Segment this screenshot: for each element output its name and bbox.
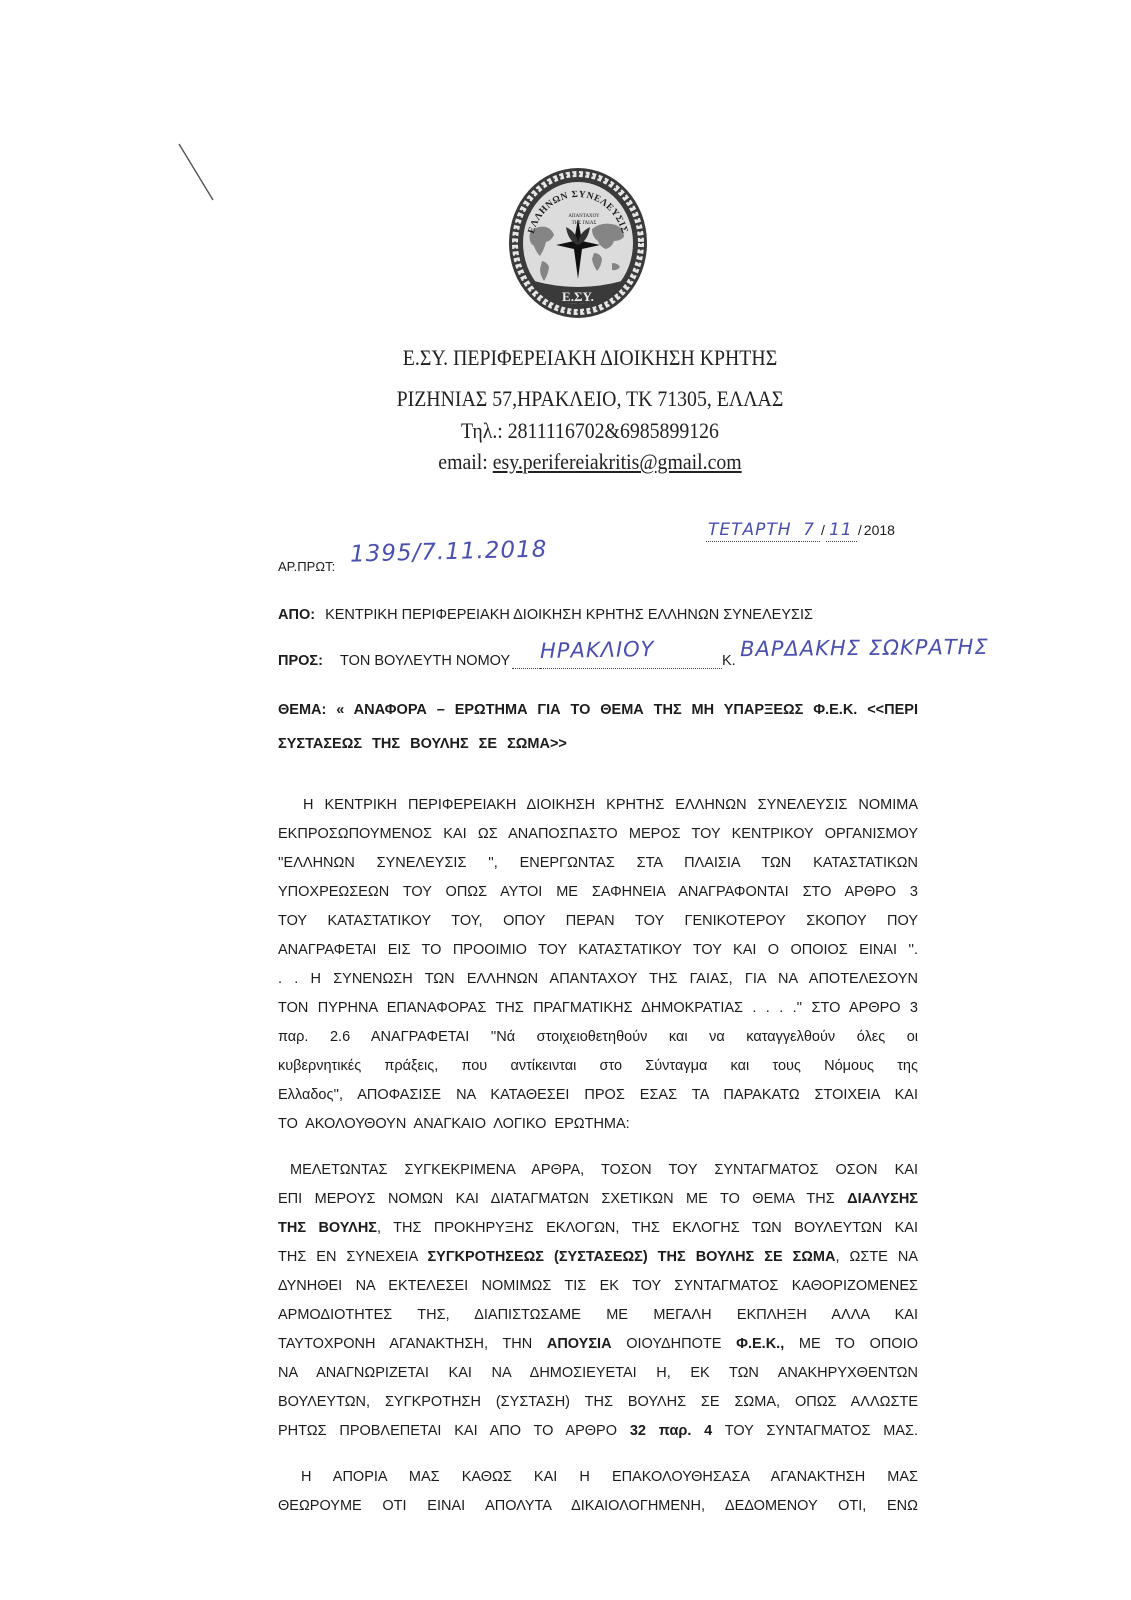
body-line [278, 936, 918, 965]
bold-text: ΤΗΣ ΒΟΥΛΗΣ [278, 1220, 377, 1236]
text-segment: ΘΕΩΡΟΥΜΕ ΟΤΙ ΕΙΝΑΙ ΑΠΟΛΥΤΑ ΔΙΚΑΙΟΛΟΓΗΜΕΝΗ, ΔΕΔΟΜΕΝΟΥ ΟΤΙ, ΕΝΩ [278, 1498, 918, 1514]
body-line [278, 1081, 918, 1110]
phone-label: Τηλ.: [461, 418, 503, 443]
prefecture-handwritten: ΗΡΑΚΛΙΟΥ [539, 637, 655, 663]
text-segment: ΤΟΥ ΣΥΝΤΑΓΜΑΤΟΣ ΜΑΣ. [712, 1423, 918, 1439]
email-label: email: [438, 449, 488, 474]
phone-numbers: 2811116702&6985899126 [507, 418, 719, 443]
subject-label: ΘΕΜΑ: [278, 702, 327, 718]
text-segment: ΤΟΥ ΚΑΤΑΣΤΑΤΙΚΟΥ ΤΟΥ, ΟΠΟΥ ΠΕΡΑΝ ΤΟΥ ΓΕΝΙΚΟΤΕΡΟΥ ΣΚΟΠΟΥ ΠΟΥ [278, 913, 918, 929]
seal-inner-text-1: ΑΠΑΝΤΑΧΟΥ [568, 214, 600, 219]
text-segment: Η ΚΕΝΤΡΙΚΗ ΠΕΡΙΦΕΡΕΙΑΚΗ ΔΙΟΙΚΗΣΗ ΚΡΗΤΗΣ ΕΛΛΗΝΩΝ ΣΥΝΕΛΕΥΣΙΣ ΝΟΜΙΜΑ [303, 797, 918, 813]
text-segment: . . Η ΣΥΝΕΝΩΣΗ ΤΩΝ ΕΛΛΗΝΩΝ ΑΠΑΝΤΑΧΟΥ ΤΗΣ ΓΑΙΑΣ, ΓΙΑ ΝΑ ΑΠΟΤΕΛΕΣΟΥΝ [278, 971, 918, 987]
text-segment: ΕΠΙ ΜΕΡΟΥΣ ΝΟΜΩΝ ΚΑΙ ΔΙΑΤΑΓΜΑΤΩΝ ΣΧΕΤΙΚΩΝ ΜΕ ΤΟ ΘΕΜΑ ΤΗΣ [278, 1191, 848, 1207]
body-line [278, 1492, 918, 1521]
body-line [278, 1110, 918, 1139]
body-line [278, 1243, 918, 1272]
body-line [278, 1388, 918, 1417]
protocol-label: ΑΡ.ΠΡΩΤ: [278, 559, 336, 574]
body-text [278, 791, 918, 1538]
text-segment: ΑΡΜΟΔΙΟΤΗΤΕΣ ΤΗΣ, ΔΙΑΠΙΣΤΩΣΑΜΕ ΜΕ ΜΕΓΑΛΗ ΕΚΠΛΗΞΗ ΑΛΛΑ ΚΑΙ [278, 1307, 918, 1323]
text-segment: ΡΗΤΩΣ ΠΡΟΒΛΕΠΕΤΑΙ ΚΑΙ ΑΠΟ ΤΟ ΑΡΘΡΟ [278, 1423, 630, 1439]
organization-seal [508, 167, 648, 319]
dotted-fill [540, 668, 722, 669]
body-line [278, 820, 918, 849]
from-label: ΑΠΟ: [278, 607, 316, 623]
text-segment: ΤΟΝ ΠΥΡΗΝΑ ΕΠΑΝΑΦΟΡΑΣ ΤΗΣ ΠΡΑΓΜΑΤΙΚΗΣ ΔΗΜΟΚΡΑΤΙΑΣ . . . .'' ΣΤΟ ΑΡΘΡΟ 3 [278, 1000, 918, 1016]
text-segment: ΤΗΣ ΕΝ ΣΥΝΕΧΕΙΑ [278, 1249, 428, 1265]
bold-text: ΣΥΓΚΡΟΤΗΣΕΩΣ (ΣΥΣΤΑΣΕΩΣ) ΤΗΣ ΒΟΥΛΗΣ ΣΕ ΣΩΜΑ [427, 1249, 836, 1265]
text-segment: ΤΑΥΤΟΧΡΟΝΗ ΑΓΑΝΑΚΤΗΣΗ, ΤΗΝ [278, 1336, 547, 1352]
body-line [278, 1052, 918, 1081]
protocol-number-handwritten: 1395/7.11.2018 [349, 536, 548, 568]
letterhead-address: ΡΙΖΗΝΙΑΣ 57,ΗΡΑΚΛΕΙΟ, ΤΚ 71305, ΕΛΛΑΣ [396, 386, 784, 411]
email-address: esy.perifereiakritis@gmail.com [492, 449, 742, 474]
body-line [278, 1185, 918, 1214]
text-segment: ΝΑ ΑΝΑΓΝΩΡΙΖΕΤΑΙ ΚΑΙ ΝΑ ΔΗΜΟΣΙΕΥΕΤΑΙ Η, ΕΚ ΤΩΝ ΑΝΑΚΗΡΥΧΘΕΝΤΩΝ [278, 1365, 918, 1381]
document-date [706, 520, 896, 542]
letterhead-phone [329, 416, 851, 446]
text-segment: ΒΟΥΛΕΥΤΩΝ, ΣΥΓΚΡΟΤΗΣΗ (ΣΥΣΤΑΣΗ) ΤΗΣ ΒΟΥΛΗΣ ΣΕ ΣΩΜΑ, ΟΠΩΣ ΑΛΛΩΣΤΕ [278, 1394, 918, 1410]
from-text: ΚΕΝΤΡΙΚΗ ΠΕΡΙΦΕΡΕΙΑΚΗ ΔΙΟΙΚΗΣΗ ΚΡΗΤΗΣ ΕΛΛΗΝΩΝ ΣΥΝΕΛΕΥΣΙΣ [325, 607, 813, 623]
date-day-handwritten: 7 [799, 520, 820, 542]
bold-text: ΔΙΑΛΥΣΗΣ [847, 1191, 918, 1207]
body-paragraph [278, 1156, 918, 1446]
bold-text: Φ.Ε.Κ., [736, 1336, 785, 1352]
body-line [278, 1301, 918, 1330]
text-segment: κυβερνητικές πράξεις, που αντίκεινται στο Σύνταγμα και τους Νόμους της [278, 1058, 918, 1074]
body-line [278, 1214, 918, 1243]
text-segment: ΔΥΝΗΘΕΙ ΝΑ ΕΚΤΕΛΕΣΕΙ ΝΟΜΙΜΩΣ ΤΙΣ ΕΚ ΤΟΥ ΣΥΝΤΑΓΜΑΤΟΣ ΚΑΘΟΡΙΖΟΜΕΝΕΣ [278, 1278, 918, 1294]
body-paragraph [278, 791, 918, 1139]
seal-inner-text-2: ΤΗΣ ΓΑΙΑΣ [571, 221, 597, 226]
subject-line-2: ΣΥΣΤΑΣΕΩΣ ΤΗΣ ΒΟΥΛΗΣ ΣΕ ΣΩΜΑ>> [278, 736, 567, 752]
body-line [278, 791, 918, 820]
text-segment: ΜΕΛΕΤΩΝΤΑΣ ΣΥΓΚΕΚΡΙΜΕΝΑ ΑΡΘΡΑ, ΤΟΣΟΝ ΤΟΥ ΣΥΝΤΑΓΜΑΤΟΣ ΟΣΟΝ ΚΑΙ [290, 1162, 918, 1178]
body-line [278, 849, 918, 878]
body-line [278, 907, 918, 936]
body-line [278, 994, 918, 1023]
text-segment: , ΤΗΣ ΠΡΟΚΗΡΥΞΗΣ ΕΚΛΟΓΩΝ, ΤΗΣ ΕΚΛΟΓΗΣ ΤΩΝ ΒΟΥΛΕΥΤΩΝ ΚΑΙ [377, 1220, 918, 1236]
date-year: 2018 [863, 522, 895, 538]
body-line [278, 1272, 918, 1301]
text-segment: ΤΟ ΑΚΟΛΟΥΘΟΥΝ ΑΝΑΓΚΑΙΟ ΛΟΓΙΚΟ ΕΡΩΤΗΜΑ: [278, 1116, 630, 1132]
from-line [278, 603, 813, 627]
date-weekday-handwritten: ΤΕΤΑΡΤΗ [706, 520, 799, 542]
dotted-fill [512, 668, 540, 669]
recipient-name-handwritten: ΒΑΡΔΑΚΗΣ ΣΩΚΡΑΤΗΣ [739, 634, 989, 662]
date-separator: / [857, 522, 862, 538]
subject-block [278, 693, 918, 761]
text-segment: ΜΕ ΤΟ ΟΠΟΙΟ [784, 1336, 918, 1352]
text-segment: , ΩΣΤΕ ΝΑ [835, 1249, 918, 1265]
bold-text: ΑΠΟΥΣΙΑ [546, 1336, 612, 1352]
subject-text-1: « ΑΝΑΦΟΡΑ – ΕΡΩΤΗΜΑ ΓΙΑ ΤΟ ΘΕΜΑ ΤΗΣ ΜΗ ΥΠΑΡΞΕΩΣ Φ.Ε.Κ. <<ΠΕΡΙ [336, 702, 918, 718]
text-segment: Ελλαδος'', ΑΠΟΦΑΣΙΣΕ ΝΑ ΚΑΤΑΘΕΣΕΙ ΠΡΟΣ ΕΣΑΣ ΤΑ ΠΑΡΑΚΑΤΩ ΣΤΟΙΧΕΙΑ ΚΑΙ [278, 1087, 918, 1103]
text-segment: ΥΠΟΧΡΕΩΣΕΩΝ ΤΟΥ ΟΠΩΣ ΑΥΤΟΙ ΜΕ ΣΑΦΗΝΕΙΑ ΑΝΑΓΡΑΦΟΝΤΑΙ ΣΤΟ ΑΡΘΡΟ 3 [278, 884, 918, 900]
text-segment: παρ. 2.6 ΑΝΑΓΡΑΦΕΤΑΙ ''Νά στοιχειοθετηθούν και να καταγγελθούν όλες οι [278, 1029, 918, 1045]
body-line [278, 1463, 918, 1492]
body-line [278, 878, 918, 907]
to-label: ΠΡΟΣ: [278, 653, 323, 669]
body-line [278, 1330, 918, 1359]
text-segment: Η ΑΠΟΡΙΑ ΜΑΣ ΚΑΘΩΣ ΚΑΙ Η ΕΠΑΚΟΛΟΥΘΗΣΑΣΑ ΑΓΑΝΑΚΤΗΣΗ ΜΑΣ [301, 1469, 918, 1485]
text-segment: ΕΚΠΡΟΣΩΠΟΥΜΕΝΟΣ ΚΑΙ ΩΣ ΑΝΑΠΟΣΠΑΣΤΟ ΜΕΡΟΣ ΤΟΥ ΚΕΝΤΡΙΚΟΥ ΟΡΓΑΝΙΣΜΟΥ [278, 826, 918, 842]
letterhead-email [329, 447, 851, 477]
subject-line-1 [278, 693, 918, 727]
text-segment: ΑΝΑΓΡΑΦΕΤΑΙ ΕΙΣ ΤΟ ΠΡΟΟΙΜΙΟ ΤΟΥ ΚΑΤΑΣΤΑΤΙΚΟΥ ΤΟΥ ΚΑΙ Ο ΟΠΟΙΟΣ ΕΙΝΑΙ ''. [278, 942, 918, 958]
bold-text: 32 παρ. 4 [629, 1423, 713, 1439]
body-line [278, 1417, 918, 1446]
text-segment: ΟΙΟΥΔΗΠΟΤΕ [611, 1336, 737, 1352]
body-line [278, 1023, 918, 1052]
body-line [278, 965, 918, 994]
body-line [278, 1359, 918, 1388]
body-line [278, 1156, 918, 1185]
letterhead-organization: Ε.ΣΥ. ΠΕΡΙΦΕΡΕΙΑΚΗ ΔΙΟΙΚΗΣΗ ΚΡΗΤΗΣ [402, 345, 778, 370]
body-paragraph [278, 1463, 918, 1521]
date-separator: / [821, 522, 825, 538]
to-text: ΤΟΝ ΒΟΥΛΕΥΤΗ ΝΟΜΟΥ [340, 653, 511, 669]
seal-monogram: Ε.ΣΥ. [562, 289, 594, 304]
date-month-handwritten: 11 [826, 520, 857, 542]
text-segment: ''ΕΛΛΗΝΩΝ ΣΥΝΕΛΕΥΣΙΣ '', ΕΝΕΡΓΩΝΤΑΣ ΣΤΑ ΠΛΑΙΣΙΑ ΤΩΝ ΚΑΤΑΣΤΑΤΙΚΩΝ [278, 855, 918, 871]
seal-arc-text: ΕΛΛΗΝΩΝ ΣΥΝΕΛΕΥΣΙΣ [526, 189, 630, 235]
to-honorific: Κ. [722, 653, 736, 669]
pen-stroke-mark [175, 140, 220, 206]
